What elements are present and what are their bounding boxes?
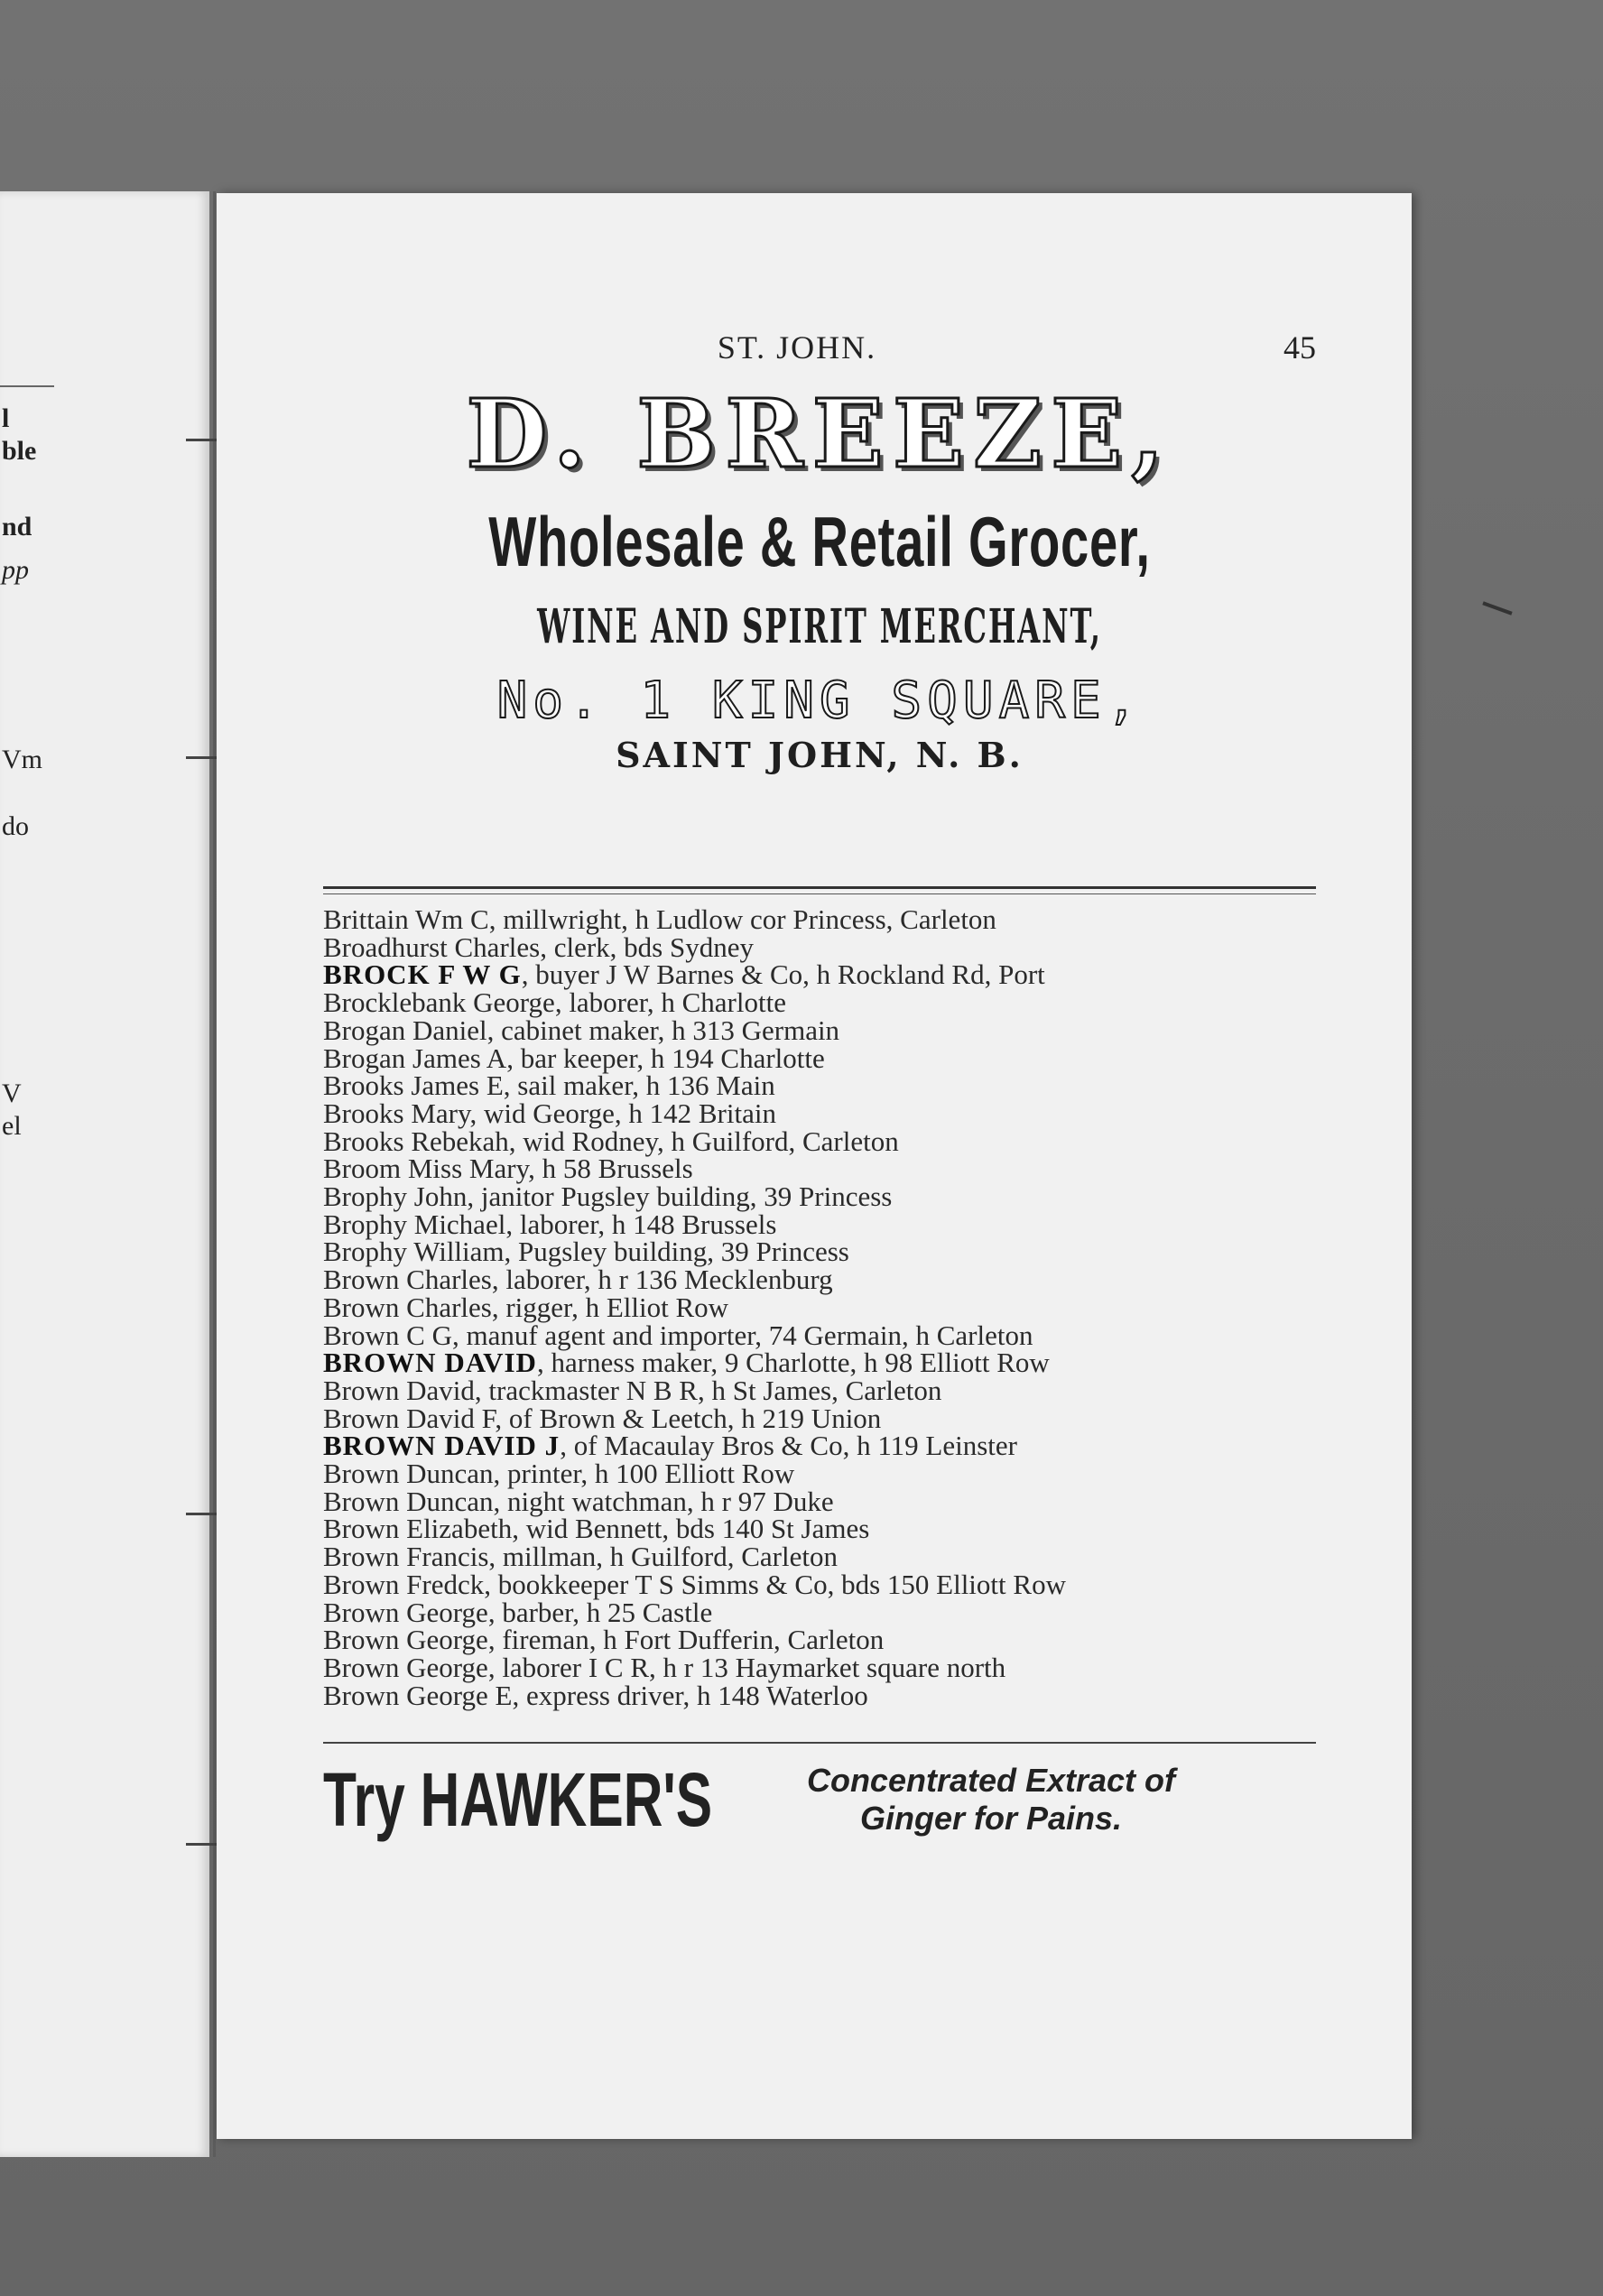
entry-detail: , fireman, h Fort Dufferin, Carleton	[487, 1624, 885, 1656]
hawkers-tagline-line-1: Concentrated Extract of	[806, 1762, 1176, 1799]
page-number: 45	[1283, 329, 1316, 366]
directory-entry	[323, 1349, 1316, 1377]
entry-detail: , sail maker, h 136 Main	[503, 1069, 775, 1102]
ad-city: SAINT JOHN, N. B.	[616, 735, 1024, 775]
entry-name: Brogan Daniel	[323, 1014, 487, 1046]
entry-name: Brown George	[323, 1596, 488, 1628]
directory-entry	[323, 1180, 1316, 1213]
hawkers-tagline	[792, 1762, 1190, 1838]
hawkers-advertisement	[323, 1754, 1316, 1863]
entry-name: Brown Fredck	[323, 1568, 485, 1600]
directory-entry	[323, 1568, 1316, 1600]
entry-detail: , millwright, h Ludlow cor Princess, Carleton	[488, 903, 996, 935]
facing-page-text-fragment: Vm	[2, 745, 42, 774]
directory-entry	[323, 930, 1316, 963]
directory-page	[217, 193, 1412, 2139]
entry-name: Broadhurst Charles	[323, 930, 541, 963]
directory-entry	[323, 1238, 1316, 1266]
entry-detail: , printer, h 100 Elliott Row	[493, 1458, 795, 1490]
directory-entry	[323, 1485, 1316, 1517]
book-gutter	[213, 191, 216, 2157]
running-head-title: ST. JOHN.	[717, 329, 877, 366]
ad-divider-thin	[323, 893, 1316, 894]
directory-entry	[323, 1543, 1316, 1571]
entry-detail: , of Macaulay Bros & Co, h 119 Leinster	[560, 1430, 1017, 1462]
entry-detail: , night watchman, h r 97 Duke	[493, 1485, 834, 1517]
entry-detail: , harness maker, 9 Charlotte, h 98 Elliott Row	[536, 1347, 1050, 1379]
directory-entry	[323, 1014, 1316, 1046]
hawkers-headline: Try HAWKER'S	[323, 1757, 713, 1842]
facing-page-text-fragment: nd	[2, 512, 32, 542]
ad-firm-name: D. BREEZE,	[466, 378, 1173, 489]
entry-name: Brown Francis	[323, 1541, 489, 1573]
entry-name: Brown George	[323, 1651, 488, 1683]
directory-entry	[323, 1069, 1316, 1102]
directory-entry	[323, 1651, 1316, 1683]
directory-entry	[323, 1097, 1316, 1129]
entry-detail: , Pugsley building, 39 Princess	[504, 1236, 849, 1268]
facing-page-text-fragment: pp	[2, 555, 29, 585]
facing-page-rule	[0, 385, 54, 387]
entry-name: Brooks Mary	[323, 1097, 470, 1129]
entry-detail: , h 58 Brussels	[528, 1153, 693, 1185]
directory-entry	[323, 1291, 1316, 1323]
entry-detail: , wid Bennett, bds 140 St James	[512, 1513, 870, 1545]
directory-listing	[323, 903, 1316, 1711]
entry-name: Brocklebank George	[323, 986, 555, 1019]
entry-name: Brophy John	[323, 1180, 468, 1213]
entry-detail: , manuf agent and importer, 74 Germain, h Carleton	[451, 1319, 1033, 1351]
facing-page-text-fragment: l	[2, 403, 10, 433]
entry-detail: , millman, h Guilford, Carleton	[488, 1541, 838, 1573]
entry-name: BROCK F W G	[323, 958, 522, 991]
directory-entry	[323, 1460, 1316, 1488]
entry-name: Brooks James E	[323, 1069, 504, 1102]
entry-detail: , buyer J W Barnes & Co, h Rockland Rd, Port	[521, 958, 1045, 991]
directory-entry	[323, 1208, 1316, 1240]
entry-name: Brooks Rebekah	[323, 1125, 509, 1157]
directory-entry	[323, 986, 1316, 1019]
directory-entry	[323, 1125, 1316, 1157]
entry-detail: , laborer, h 148 Brussels	[505, 1208, 777, 1240]
directory-entry	[323, 1596, 1316, 1628]
directory-entry	[323, 1626, 1316, 1654]
entry-name: Brown George E	[323, 1679, 513, 1711]
directory-entry	[323, 1432, 1316, 1460]
entry-name: Brown Charles	[323, 1291, 492, 1323]
entry-name: Brophy William	[323, 1236, 505, 1268]
entry-name: Brown Duncan	[323, 1485, 494, 1517]
entry-name: Brown David F	[323, 1402, 496, 1434]
entry-name: Brogan James A	[323, 1042, 507, 1074]
hawkers-tagline-line-2: Ginger for Pains.	[859, 1800, 1123, 1837]
entry-detail: , janitor Pugsley building, 39 Princess	[467, 1180, 893, 1213]
directory-entry	[323, 1042, 1316, 1074]
directory-entry	[323, 903, 1316, 935]
facing-page	[0, 191, 209, 2157]
entry-detail: , rigger, h Elliot Row	[491, 1291, 729, 1323]
entry-detail: , wid George, h 142 Britain	[469, 1097, 776, 1129]
facing-page-text-fragment: ble	[2, 436, 37, 466]
entry-name: BROWN DAVID J	[323, 1430, 561, 1462]
entry-name: Brown Charles	[323, 1264, 492, 1296]
entry-name: Brown Duncan	[323, 1458, 494, 1490]
ad-divider	[323, 886, 1316, 889]
breeze-advertisement	[323, 374, 1316, 776]
ad-trade-line: Wholesale & Retail Grocer,	[488, 502, 1151, 581]
entry-detail: , trackmaster N B R, h St James, Carleton	[474, 1374, 942, 1406]
facing-page-text-fragment: do	[2, 811, 29, 841]
entry-name: Brown George	[323, 1624, 488, 1656]
directory-entry	[323, 1515, 1316, 1543]
facing-page-text-fragment: el	[2, 1111, 22, 1141]
entry-detail: , laborer I C R, h r 13 Haymarket square north	[487, 1651, 1006, 1683]
directory-entry	[323, 1319, 1316, 1351]
entry-detail: , cabinet maker, h 313 Germain	[486, 1014, 840, 1046]
entry-detail: , clerk, bds Sydney	[540, 930, 754, 963]
entry-name: Brown David	[323, 1374, 475, 1406]
entry-name: Brittain Wm C	[323, 903, 489, 935]
entry-detail: , laborer, h Charlotte	[554, 986, 786, 1019]
directory-entry	[323, 958, 1316, 991]
directory-entry	[323, 1679, 1316, 1711]
directory-entry	[323, 1374, 1316, 1406]
entry-name: BROWN DAVID	[323, 1347, 537, 1379]
facing-page-text-fragment: V	[2, 1079, 22, 1108]
entry-name: Brown C G	[323, 1319, 452, 1351]
entry-name: Brophy Michael	[323, 1208, 506, 1240]
directory-entry	[323, 1402, 1316, 1434]
directory-entry	[323, 1266, 1316, 1294]
directory-entry	[323, 1155, 1316, 1183]
ad-address: No. 1 KING SQUARE,	[496, 671, 1143, 730]
entry-detail: , laborer, h r 136 Mecklenburg	[491, 1264, 833, 1296]
entry-name: Brown Elizabeth	[323, 1513, 513, 1545]
ad-subtitle: WINE AND SPIRIT MERCHANT,	[537, 599, 1102, 654]
entry-detail: , of Brown & Leetch, h 219 Union	[495, 1402, 882, 1434]
entry-detail: , bar keeper, h 194 Charlotte	[506, 1042, 825, 1074]
footer-divider	[323, 1742, 1316, 1744]
running-head	[323, 329, 1316, 365]
entry-detail: , wid Rodney, h Guilford, Carleton	[508, 1125, 899, 1157]
entry-detail: , bookkeeper T S Simms & Co, bds 150 Elliott Row	[484, 1568, 1066, 1600]
entry-detail: , express driver, h 148 Waterloo	[512, 1679, 868, 1711]
entry-name: Broom Miss Mary	[323, 1153, 529, 1185]
entry-detail: , barber, h 25 Castle	[487, 1596, 713, 1628]
